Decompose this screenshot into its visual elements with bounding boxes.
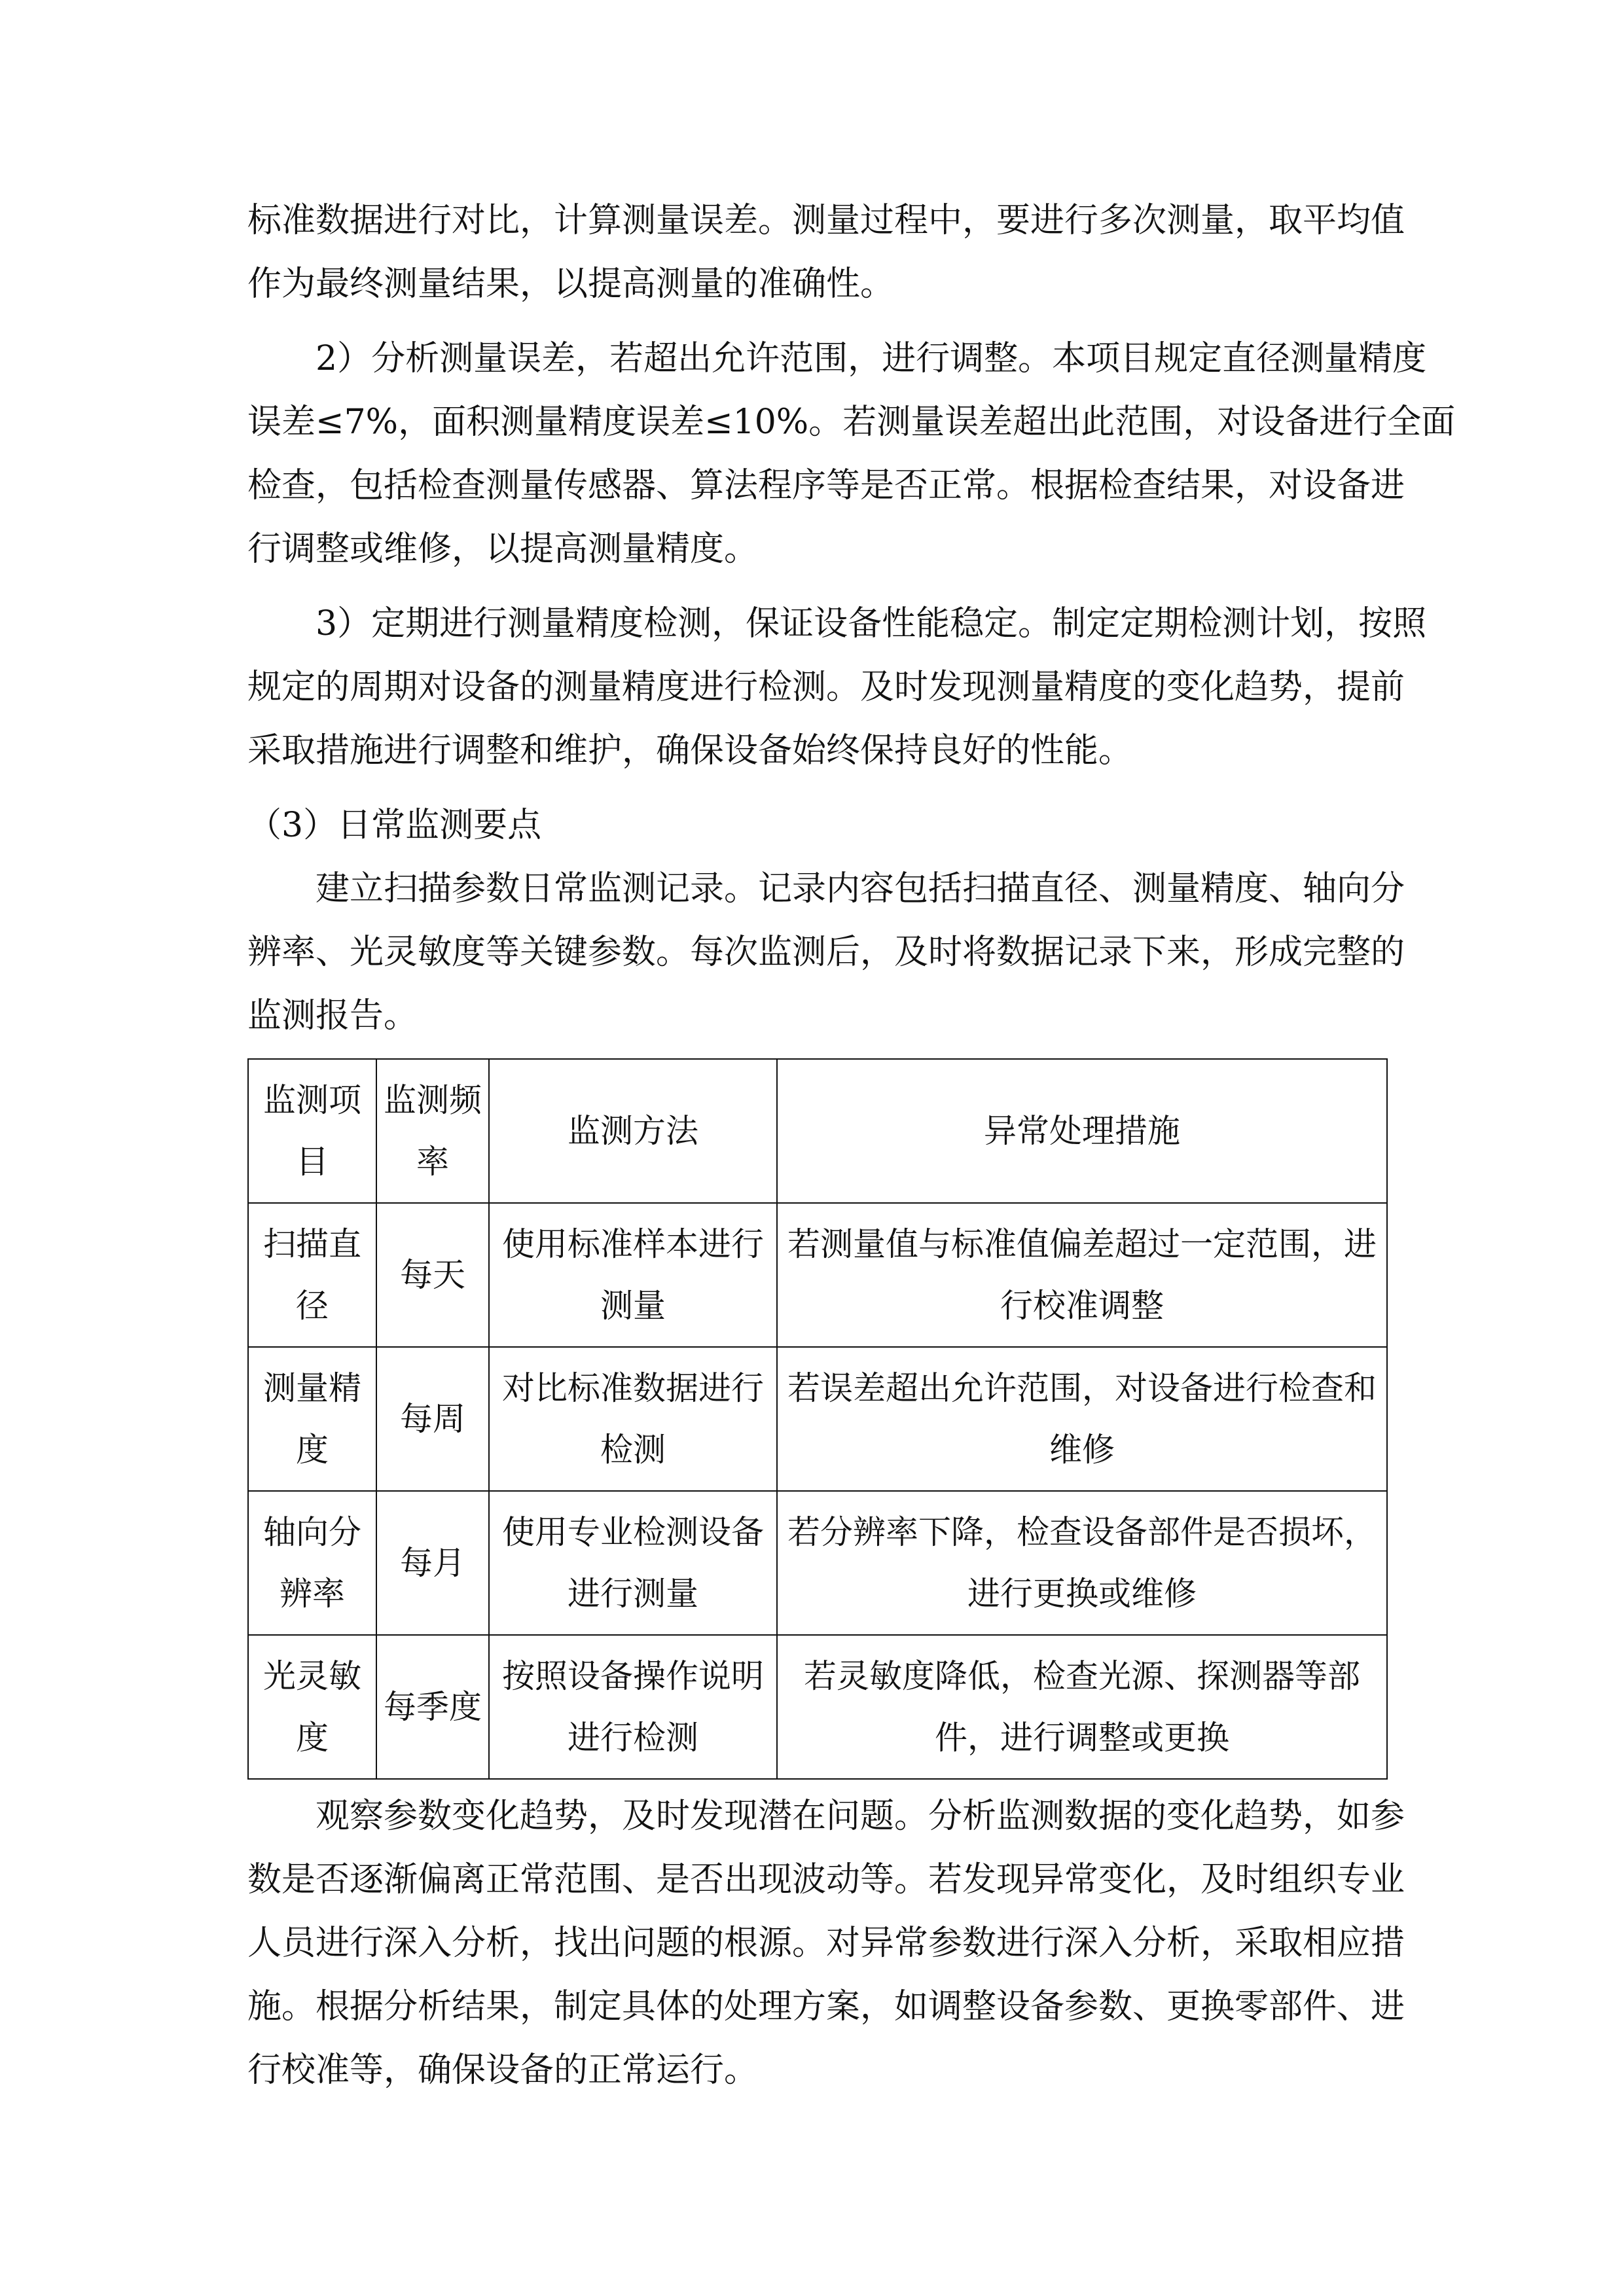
cell-line: 若分辨率下降，检查设备部件是否损坏， xyxy=(787,1513,1377,1551)
table-cell xyxy=(248,1491,376,1635)
text-line: 规定的周期对设备的测量精度进行检测。及时发现测量精度的变化趋势，提前 xyxy=(247,668,1405,707)
cell-line: 测量精 xyxy=(263,1369,361,1407)
header-cell xyxy=(489,1059,777,1203)
cell-line: 进行更换或维修 xyxy=(967,1575,1197,1613)
text-line: 作为最终测量结果，以提高测量的准确性。 xyxy=(247,264,895,304)
cell-line: 使用专业检测设备 xyxy=(502,1513,764,1551)
text-line: 3）定期进行测量精度检测，保证设备性能稳定。制定定期检测计划，按照 xyxy=(316,604,1427,643)
table-row xyxy=(248,1635,1387,1779)
text-line: 人员进行深入分析，找出问题的根源。对异常参数进行深入分析，采取相应措 xyxy=(247,1924,1405,1963)
cell-line: 使用标准样本进行 xyxy=(502,1225,764,1263)
section-heading: （3）日常监测要点 xyxy=(247,806,542,845)
closing-paragraph xyxy=(247,1785,1405,2102)
table-cell xyxy=(777,1203,1387,1347)
paragraph-3 xyxy=(247,592,1427,783)
cell-line: 测量 xyxy=(600,1287,666,1325)
table-cell xyxy=(248,1635,376,1779)
cell-line: 异常处理措施 xyxy=(984,1112,1180,1150)
text-line: 行校准等，确保设备的正常运行。 xyxy=(247,2051,759,2090)
cell-line: 进行测量 xyxy=(568,1575,698,1613)
paragraph-2 xyxy=(247,327,1456,581)
cell-line: 若误差超出允许范围，对设备进行检查和 xyxy=(787,1369,1377,1407)
text-line: 行调整或维修，以提高测量精度。 xyxy=(247,529,759,569)
cell-line: 维修 xyxy=(1049,1431,1115,1469)
table-header-row xyxy=(248,1059,1387,1203)
cell-line: 辨率 xyxy=(280,1575,345,1613)
text-line: 观察参数变化趋势，及时发现潜在问题。分析监测数据的变化趋势，如参 xyxy=(316,1797,1405,1836)
table-cell xyxy=(777,1635,1387,1779)
table-cell xyxy=(248,1347,376,1491)
cell-line: 扫描直 xyxy=(263,1225,361,1263)
table-cell xyxy=(248,1203,376,1347)
cell-line: 轴向分 xyxy=(263,1513,361,1551)
cell-line: 率 xyxy=(416,1143,449,1181)
cell-line: 度 xyxy=(296,1719,329,1757)
cell-line: 进行检测 xyxy=(568,1719,698,1757)
cell-line: 监测项 xyxy=(263,1081,361,1119)
text-line: 辨率、光灵敏度等关键参数。每次监测后，及时将数据记录下来，形成完整的 xyxy=(247,933,1405,972)
text-line: 监测报告。 xyxy=(247,996,418,1035)
table-cell xyxy=(489,1491,777,1635)
paragraph-1 xyxy=(247,189,1405,316)
text-line: 建立扫描参数日常监测记录。记录内容包括扫描直径、测量精度、轴向分 xyxy=(316,869,1405,908)
header-cell xyxy=(777,1059,1387,1203)
cell-line: 光灵敏 xyxy=(263,1657,361,1695)
text-line: 数是否逐渐偏离正常范围、是否出现波动等。若发现异常变化，及时组织专业 xyxy=(247,1860,1405,1899)
cell-line: 对比标准数据进行 xyxy=(502,1369,764,1407)
intro-paragraph xyxy=(247,857,1405,1048)
table-cell xyxy=(777,1491,1387,1635)
cell-line: 若测量值与标准值偏差超过一定范围，进 xyxy=(787,1225,1377,1263)
table-cell xyxy=(489,1347,777,1491)
cell-line: 监测频 xyxy=(384,1081,482,1119)
table-cell xyxy=(376,1491,489,1635)
cell-line: 按照设备操作说明 xyxy=(502,1657,764,1695)
cell-line: 行校准调整 xyxy=(1000,1287,1164,1325)
cell-line: 每月 xyxy=(400,1544,465,1582)
text-line: 施。根据分析结果，制定具体的处理方案，如调整设备参数、更换零部件、进 xyxy=(247,1987,1405,2026)
text-line: 采取措施进行调整和维护，确保设备始终保持良好的性能。 xyxy=(247,731,1133,770)
text-line: 误差≤7%，面积测量精度误差≤10%。若测量误差超出此范围，对设备进行全面 xyxy=(247,403,1456,442)
table-cell xyxy=(489,1203,777,1347)
table-cell xyxy=(489,1635,777,1779)
cell-line: 每天 xyxy=(400,1256,465,1294)
cell-line: 监测方法 xyxy=(568,1112,698,1150)
table-row xyxy=(248,1491,1387,1635)
cell-line: 检测 xyxy=(600,1431,666,1469)
cell-line: 件，进行调整或更换 xyxy=(935,1719,1229,1757)
cell-line: 每季度 xyxy=(384,1688,482,1726)
text-line: 标准数据进行对比，计算测量误差。测量过程中，要进行多次测量，取平均值 xyxy=(247,201,1405,240)
table-cell xyxy=(376,1635,489,1779)
table-cell xyxy=(777,1347,1387,1491)
monitoring-table xyxy=(247,1058,1388,1780)
text-line: 检查，包括检查测量传感器、算法程序等是否正常。根据检查结果，对设备进 xyxy=(247,466,1405,505)
page-body xyxy=(247,189,1456,2102)
header-cell xyxy=(376,1059,489,1203)
cell-line: 径 xyxy=(296,1287,329,1325)
table-row xyxy=(248,1203,1387,1347)
table-cell xyxy=(376,1347,489,1491)
table-cell xyxy=(376,1203,489,1347)
header-cell xyxy=(248,1059,376,1203)
text-line: 2）分析测量误差，若超出允许范围，进行调整。本项目规定直径测量精度 xyxy=(316,339,1427,378)
cell-line: 目 xyxy=(296,1143,329,1181)
cell-line: 度 xyxy=(296,1431,329,1469)
cell-line: 每周 xyxy=(400,1400,465,1438)
table-row xyxy=(248,1347,1387,1491)
cell-line: 若灵敏度降低，检查光源、探测器等部 xyxy=(804,1657,1360,1695)
